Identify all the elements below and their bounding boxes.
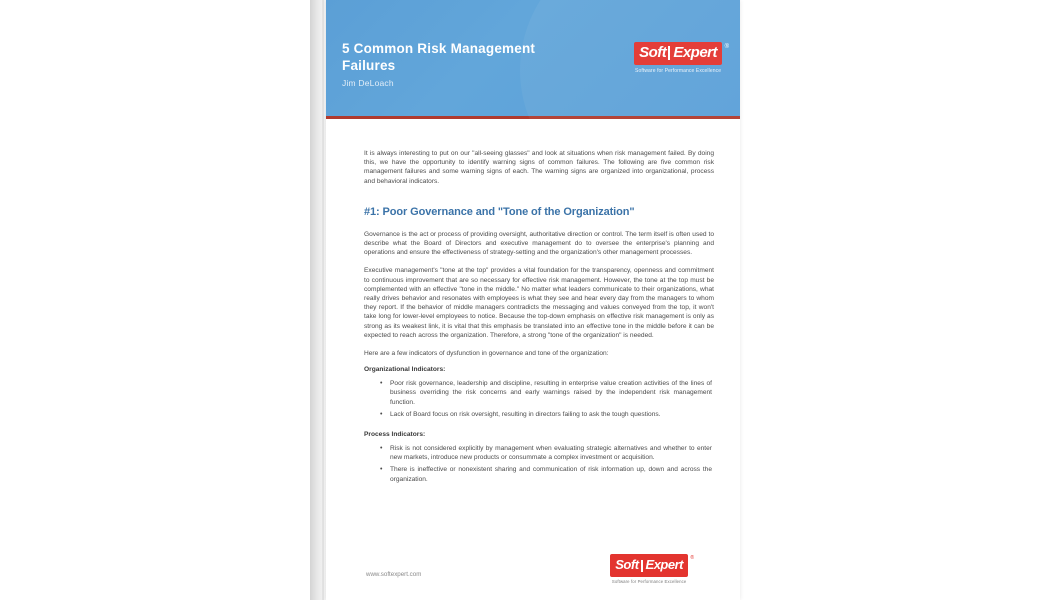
logo-word-expert: Expert bbox=[645, 557, 683, 572]
list-item: • Lack of Board focus on risk oversight, resulting in directors failing to ask the tough questions. bbox=[390, 410, 714, 419]
logo-wordmark bbox=[615, 558, 683, 572]
document-body bbox=[326, 119, 740, 484]
list-item: • Poor risk governance, leadership and discipline, resulting in enterprise value creation activities of the lines of business overriding the risk concerns and early warnings raised by the independent risk management function. bbox=[390, 379, 714, 407]
softexpert-logo-footer bbox=[610, 554, 694, 584]
process-indicators-list bbox=[364, 444, 714, 484]
document-page bbox=[326, 0, 740, 600]
logo-wordmark bbox=[639, 45, 717, 60]
organizational-indicators-heading: Organizational Indicators: bbox=[364, 366, 446, 374]
body-paragraph-2: Executive management's "tone at the top" provides a vital foundation for the transparency, openness and commitment to continuous improvement that are so necessary for effective risk management. However, the tone at the top must be complemented with an effective "tone in the middle." No matter what leaders communicate to their organizations, what really drives behavior and resonates with employees is what they see and hear every day from the managers to whom they report. If the behavior of middle managers contradicts the messaging and values conveyed from the top, it won't take long for lower-level employees to notice. Because the top-down emphasis on effective risk management is only as strong as its weakest link, it is vital that this emphasis be translated into an effective tone in the middle before it can be expected to reach across the organization. Therefore, a strong "tone of the organization" is needed. bbox=[364, 267, 714, 339]
author-name: Jim DeLoach bbox=[342, 78, 394, 88]
organizational-indicators-list bbox=[364, 379, 714, 419]
registered-mark-icon: ® bbox=[724, 44, 729, 50]
intro-paragraph: It is always interesting to put on our "all-seeing glasses" and look at situations when risk management failed. By doing this, we have the opportunity to identify warning signs of common failures. The following are five common risk management failures and some warning signs of each. The warning signs are organized into organizational, process and behavioral indicators. bbox=[364, 150, 714, 185]
document-header bbox=[326, 0, 740, 119]
logo-word-soft: Soft bbox=[639, 44, 667, 61]
softexpert-logo-header bbox=[634, 42, 729, 74]
registered-mark-icon: ® bbox=[690, 555, 694, 561]
page-title: 5 Common Risk Management Failures bbox=[342, 41, 536, 73]
footer-website-link[interactable]: www.softexpert.com bbox=[366, 571, 422, 578]
document-footer bbox=[326, 538, 740, 600]
list-item: • Risk is not considered explicitly by management when evaluating strategic alternatives and whether to enter new markets, introduce new products or consummate a complex investment or acquisition. bbox=[390, 444, 714, 462]
section-heading: #1: Poor Governance and "Tone of the Organization" bbox=[364, 205, 635, 218]
body-paragraph-1: Governance is the act or process of providing oversight, authoritative direction or control. The term itself is often used to describe what the Board of Directors and executive management do to oversee the enterprise's planning and operations and ensure the effectiveness of strategy-setting and the organization's other management processes. bbox=[364, 230, 714, 257]
indicators-lead-in: Here are a few indicators of dysfunction in governance and tone of the organization: bbox=[364, 350, 609, 358]
logo-divider bbox=[668, 46, 670, 60]
logo-word-expert: Expert bbox=[673, 44, 717, 61]
logo-tagline: Software for Performance Excellence bbox=[635, 68, 722, 74]
page-edge-line bbox=[322, 0, 324, 600]
logo-word-soft: Soft bbox=[615, 557, 639, 572]
logo-badge bbox=[610, 554, 694, 577]
logo-badge bbox=[634, 42, 729, 65]
list-item: • There is ineffective or nonexistent sharing and communication of risk information up, down and across the organization. bbox=[390, 465, 714, 483]
process-indicators-heading: Process Indicators: bbox=[364, 431, 426, 439]
logo-tagline: Software for Performance Excellence bbox=[611, 579, 687, 584]
